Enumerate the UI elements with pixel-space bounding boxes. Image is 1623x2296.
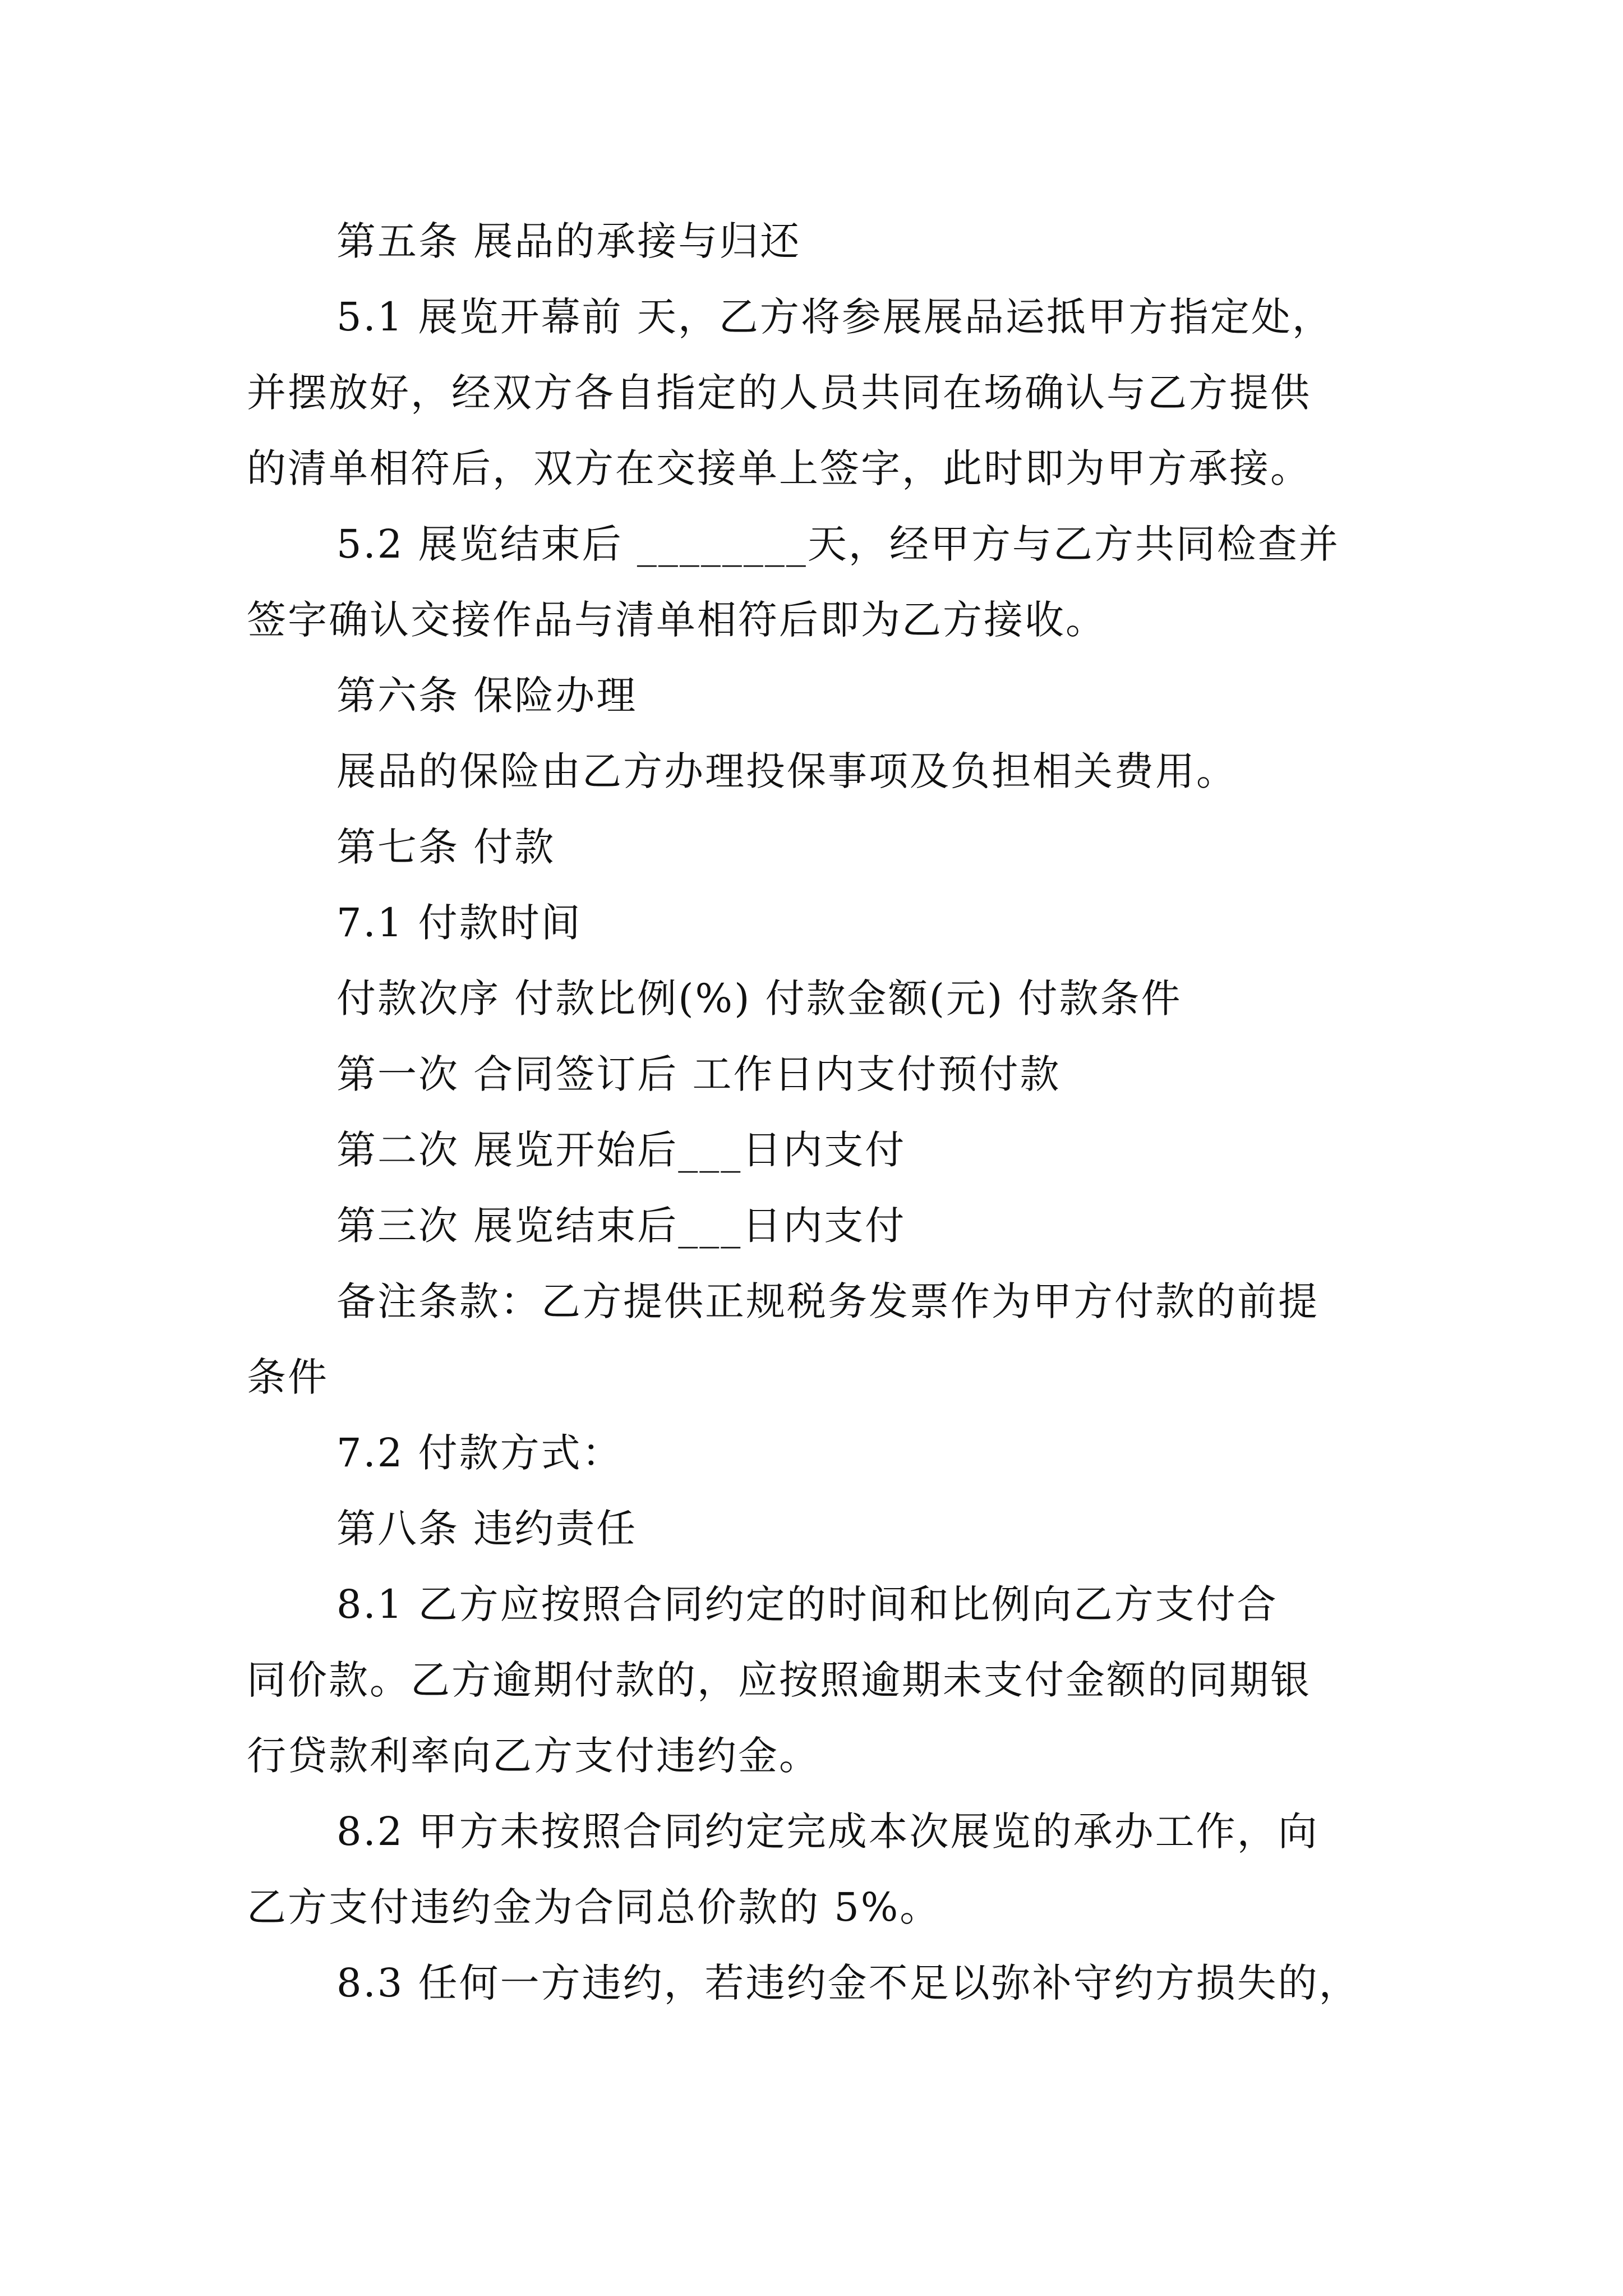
payment-remark-line-2: 条件 [247,1354,329,1400]
payment-row-third: 第三次 展览结束后___日内支付 [336,1203,906,1249]
payment-table-header: 付款次序 付款比例(%) 付款金额(元) 付款条件 [336,976,1182,1022]
clause-8-1-line-2: 同价款。乙方逾期付款的，应按照逾期未支付金额的同期银 [247,1657,1311,1703]
clause-6-body: 展品的保险由乙方办理投保事项及负担相关费用。 [336,748,1237,794]
clause-5-1-line-2: 并摆放好，经双方各自指定的人员共同在场确认与乙方提供 [247,370,1311,416]
clause-5-1-line-1: 5.1 展览开幕前 天，乙方将参展展品运抵甲方指定处， [336,294,1333,340]
clause-8-1-line-1: 8.1 乙方应按照合同约定的时间和比例向乙方支付合 [336,1581,1278,1627]
payment-remark-line-1: 备注条款：乙方提供正规税务发票作为甲方付款的前提 [336,1278,1319,1324]
clause-8-2-line-2: 乙方支付违约金为合同总价款的 5%。 [247,1884,941,1930]
clause-5-heading: 第五条 展品的承接与归还 [336,218,801,264]
clause-6-heading: 第六条 保险办理 [336,673,638,719]
clause-8-heading: 第八条 违约责任 [336,1506,638,1552]
clause-5-2-line-1: 5.2 展览结束后 ________天，经甲方与乙方共同检查并 [336,521,1340,567]
clause-5-1-line-3: 的清单相符后，双方在交接单上签字，此时即为甲方承接。 [247,445,1311,491]
clause-8-2-line-1: 8.2 甲方未按照合同约定完成本次展览的承办工作，向 [336,1809,1319,1855]
clause-7-heading: 第七条 付款 [336,824,556,870]
clause-5-2-line-2: 签字确认交接作品与清单相符后即为乙方接收。 [247,597,1106,643]
clause-8-3-line-1: 8.3 任何一方违约，若违约金不足以弥补守约方损失的， [336,1960,1360,2006]
payment-row-first: 第一次 合同签订后 工作日内支付预付款 [336,1051,1061,1097]
clause-7-2-heading: 7.2 付款方式： [336,1430,623,1476]
clause-7-1-heading: 7.1 付款时间 [336,900,582,946]
payment-row-second: 第二次 展览开始后___日内支付 [336,1127,906,1173]
clause-8-1-line-3: 行贷款利率向乙方支付违约金。 [247,1733,820,1779]
